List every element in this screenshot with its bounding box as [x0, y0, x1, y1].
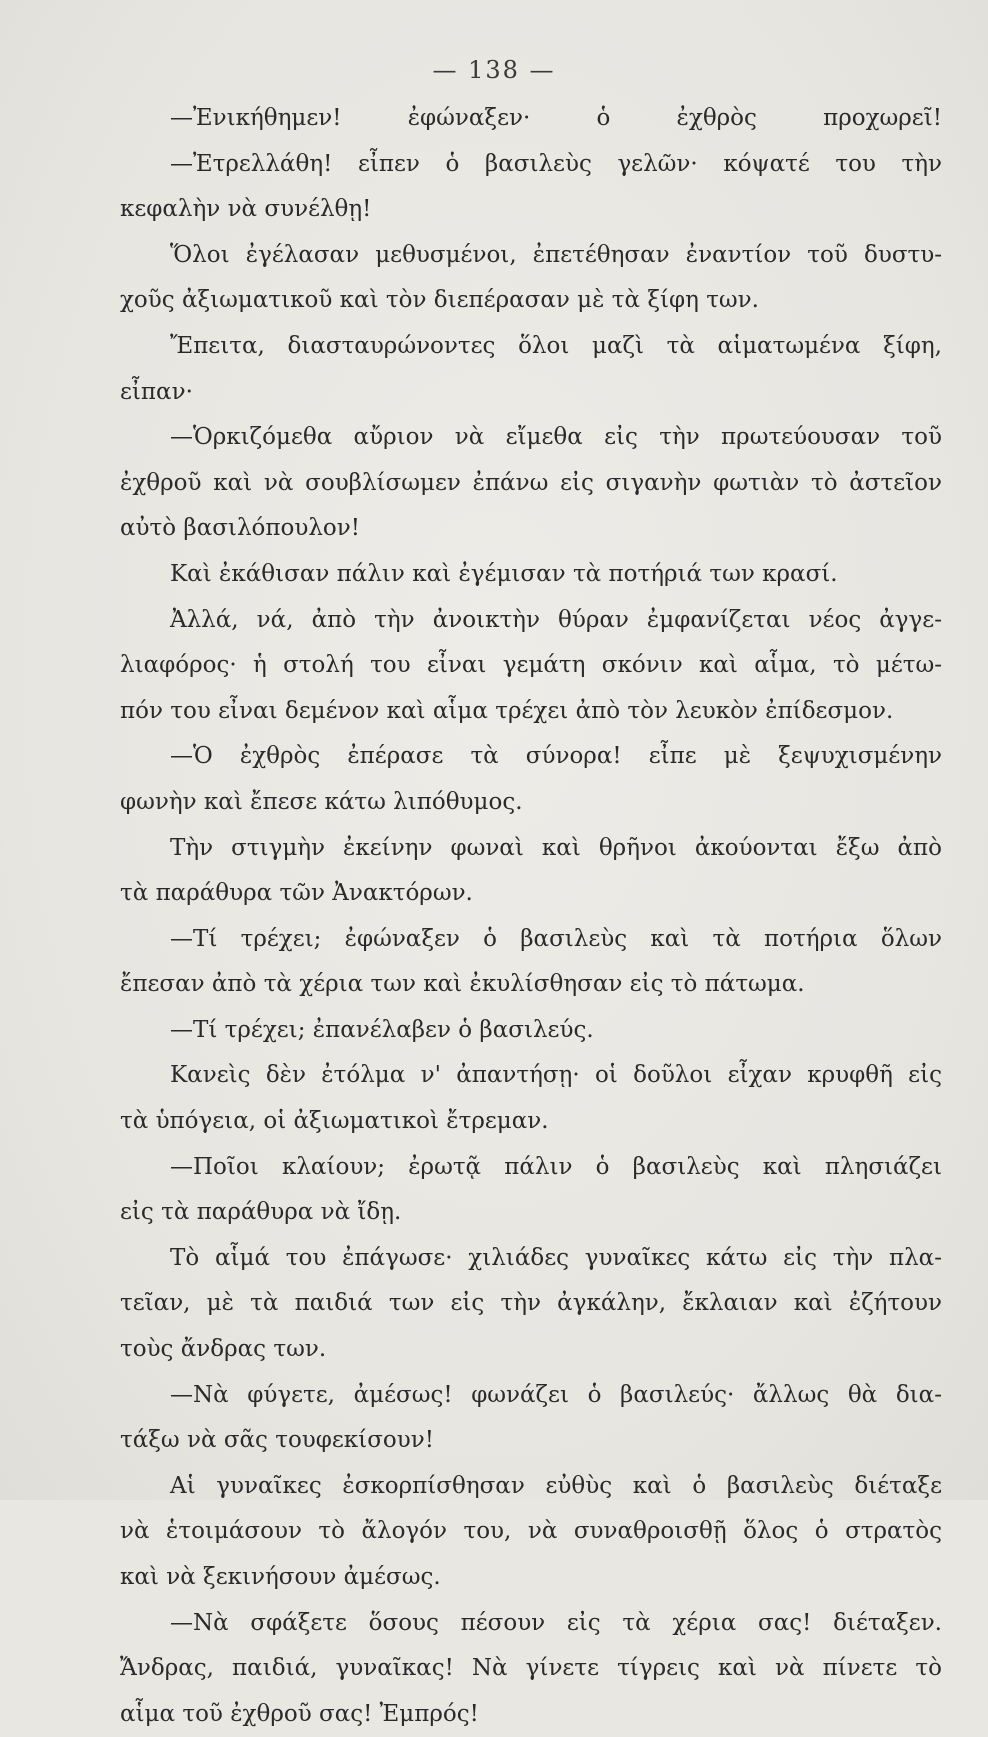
text-line: Ἄνδρας, παιδιά, γυναῖκας! Νὰ γίνετε τίγρεις καὶ νὰ πίνετε τὸ	[120, 1655, 942, 1682]
text-line: —Ὁρκιζόμεθα αὔριον νὰ εἴμεθα εἰς τὴν πρωτεύουσαν τοῦ	[170, 424, 942, 451]
text-line: τοὺς ἄνδρας των.	[120, 1336, 327, 1363]
text-line: πόν του εἶναι δεμένον καὶ αἷμα τρέχει ἀπὸ τὸν λευκὸν ἐπίδεσμον.	[120, 697, 894, 724]
text-line: τάξω νὰ σᾶς τουφεκίσουν!	[120, 1427, 434, 1454]
text-line: νὰ ἑτοιμάσουν τὸ ἄλογόν του, νὰ συναθροισθῇ ὅλος ὁ στρατὸς	[120, 1518, 942, 1545]
text-line: τὰ ὑπόγεια, οἱ ἀξιωματικοὶ ἔτρεμαν.	[120, 1108, 549, 1135]
text-line: Ἀλλά, νά, ἀπὸ τὴν ἀνοικτὴν θύραν ἐμφανίζεται νέος ἀγγε-	[170, 606, 942, 633]
text-line: τεῖαν, μὲ τὰ παιδιά των εἰς τὴν ἀγκάλην, ἔκλαιαν καὶ ἐζήτουν	[120, 1290, 942, 1317]
text-line: αἷμα τοῦ ἐχθροῦ σας! Ἐμπρός!	[120, 1700, 479, 1727]
page-text	[120, 96, 942, 1737]
text-line: Καὶ ἐκάθισαν πάλιν καὶ ἐγέμισαν τὰ ποτήριά των κρασί.	[170, 560, 838, 587]
text-line: εἶπαν·	[120, 378, 193, 405]
text-line: λιαφόρος· ἡ στολή του εἶναι γεμάτη σκόνιν καὶ αἷμα, τὸ μέτω-	[120, 652, 942, 679]
text-line: εἰς τὰ παράθυρα νὰ ἴδῃ.	[120, 1199, 402, 1226]
text-line: —Ὁ ἐχθρὸς ἐπέρασε τὰ σύνορα! εἶπε μὲ ξεψυχισμένην	[170, 743, 942, 770]
text-line: —Νὰ φύγετε, ἀμέσως! φωνάζει ὁ βασιλεύς· ἄλλως θὰ δια-	[170, 1381, 942, 1408]
text-line: ἐχθροῦ καὶ νὰ σουβλίσωμεν ἐπάνω εἰς σιγανὴν φωτιὰν τὸ ἀστεῖον	[120, 469, 942, 496]
text-line: κεφαλὴν νὰ συνέλθῃ!	[120, 196, 372, 223]
page-number: — 138 —	[432, 56, 556, 84]
text-line: —Ἐνικήθημεν! ἐφώναξεν· ὁ ἐχθρὸς προχωρεῖ!	[170, 105, 942, 131]
text-line: φωνὴν καὶ ἔπεσε κάτω λιπόθυμος.	[120, 788, 523, 815]
text-line: —Νὰ σφάξετε ὅσους πέσουν εἰς τὰ χέρια σας! διέταξεν.	[170, 1609, 942, 1636]
text-line: Τὴν στιγμὴν ἐκείνην φωναὶ καὶ θρῆνοι ἀκούονται ἔξω ἀπὸ	[170, 834, 942, 861]
text-line: —Ποῖοι κλαίουν; ἐρωτᾷ πάλιν ὁ βασιλεὺς καὶ πλησιάζει	[170, 1153, 942, 1180]
text-line: —Τί τρέχει; ἐπανέλαβεν ὁ βασιλεύς.	[170, 1016, 594, 1043]
text-line: αὐτὸ βασιλόπουλον!	[120, 515, 360, 542]
text-line: χοῦς ἀξιωματικοῦ καὶ τὸν διεπέρασαν μὲ τὰ ξίφη των.	[120, 287, 759, 314]
text-line: Ὅλοι ἐγέλασαν μεθυσμένοι, ἐπετέθησαν ἐναντίον τοῦ δυστυ-	[170, 241, 942, 268]
text-line: Τὸ αἷμά του ἐπάγωσε· χιλιάδες γυναῖκες κάτω εἰς τὴν πλα-	[170, 1244, 942, 1271]
text-line: Κανεὶς δὲν ἐτόλμα ν' ἀπαντήσῃ· οἱ δοῦλοι εἶχαν κρυφθῆ εἰς	[170, 1062, 942, 1089]
text-line: —Τί τρέχει; ἐφώναξεν ὁ βασιλεὺς καὶ τὰ ποτήρια ὅλων	[170, 925, 942, 952]
text-line: τὰ παράθυρα τῶν Ἀνακτόρων.	[120, 880, 473, 907]
text-line: Ἔπειτα, διασταυρώνοντες ὅλοι μαζὶ τὰ αἱματωμένα ξίφη,	[170, 332, 942, 359]
text-line: Αἱ γυναῖκες ἐσκορπίσθησαν εὐθὺς καὶ ὁ βασιλεὺς διέταξε	[170, 1472, 942, 1499]
text-line: καὶ νὰ ξεκινήσουν ἀμέσως.	[120, 1564, 441, 1590]
text-line: —Ἐτρελλάθη! εἶπεν ὁ βασιλεὺς γελῶν· κόψατέ του τὴν	[170, 150, 942, 177]
text-line: ἔπεσαν ἀπὸ τὰ χέρια των καὶ ἐκυλίσθησαν εἰς τὸ πάτωμα.	[120, 971, 805, 998]
